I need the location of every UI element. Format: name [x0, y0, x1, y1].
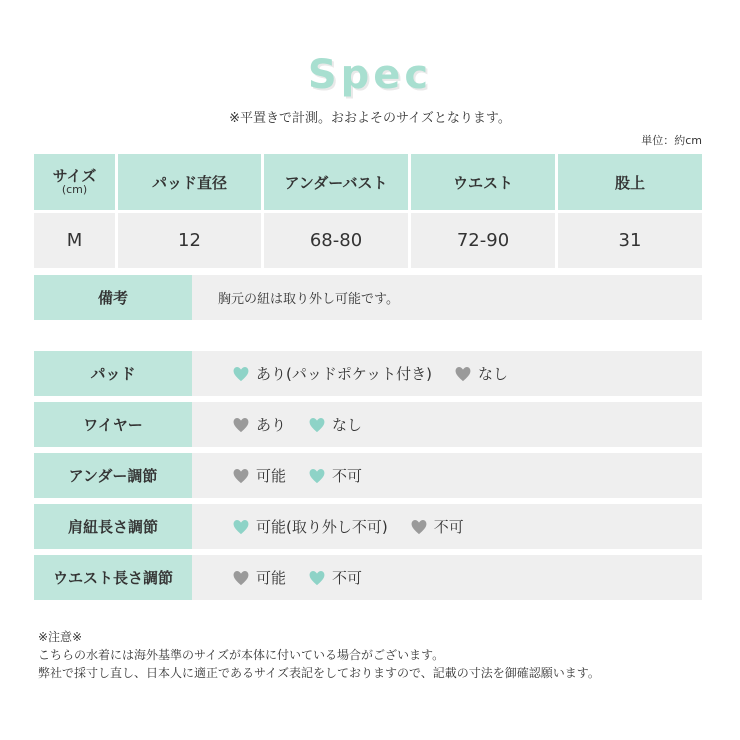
heart-filled-mint-icon — [232, 518, 250, 536]
option-label: なし — [477, 365, 508, 383]
caution-heading: ※注意※ — [38, 630, 83, 644]
option-wire-yes — [232, 414, 286, 435]
option-label: 不可 — [433, 518, 464, 536]
feature-label-strap-adjust: 肩紐長さ調節 — [34, 504, 192, 549]
option-label: 可能 — [256, 569, 287, 587]
caution-line-2: 弊社で採寸し直し、日本人に適正であるサイズ表記をしておりますので、記載の寸法を御確認願います。 — [38, 666, 600, 680]
feature-options-pad — [192, 351, 702, 396]
feature-options-under-adjust — [192, 453, 702, 498]
option-waist-adjust-not — [308, 567, 362, 588]
heart-filled-mint-icon — [308, 467, 326, 485]
header-pad-diameter: パッド直径 — [118, 154, 261, 210]
option-label: 不可 — [332, 569, 363, 587]
heart-filled-gray-icon — [232, 569, 250, 587]
feature-options-wire — [192, 402, 702, 447]
value-rise: 31 — [558, 213, 702, 268]
caution-line-1: こちらの水着には海外基準のサイズが本体に付いている場合がございます。 — [38, 648, 445, 662]
value-waist: 72-90 — [411, 213, 555, 268]
option-label: あり(パッドポケット付き) — [256, 365, 432, 383]
feature-options-strap-adjust — [192, 504, 702, 549]
option-label: 不可 — [332, 467, 363, 485]
heart-filled-mint-icon — [232, 365, 250, 383]
header-underbust: アンダーバスト — [264, 154, 408, 210]
remarks-text — [192, 275, 702, 320]
header-size-unit: (cm) — [61, 183, 88, 197]
option-under-adjust-not — [308, 465, 362, 486]
value-pad-diameter: 12 — [118, 213, 261, 268]
header-rise: 股上 — [558, 154, 702, 210]
value-underbust: 68-80 — [264, 213, 408, 268]
option-wire-no — [308, 414, 362, 435]
feature-label-wire: ワイヤー — [34, 402, 192, 447]
option-strap-adjust-possible — [232, 516, 388, 537]
option-pad-no — [454, 363, 508, 384]
header-size-label: サイズ — [52, 166, 97, 185]
option-label: なし — [332, 416, 363, 434]
option-label: あり — [256, 416, 287, 434]
feature-options-waist-adjust — [192, 555, 702, 600]
heart-filled-gray-icon — [232, 467, 250, 485]
heart-filled-gray-icon — [232, 416, 250, 434]
remarks-text-value: 胸元の紐は取り外し可能です。 — [218, 292, 399, 307]
measurement-note: ※平置きで計測。おおよそのサイズとなります。 — [229, 111, 511, 126]
value-size: M — [34, 213, 115, 268]
header-size — [34, 154, 115, 210]
heart-filled-gray-icon — [454, 365, 472, 383]
option-pad-yes — [232, 363, 432, 384]
page-title: Spec — [307, 52, 433, 98]
feature-label-waist-adjust: ウエスト長さ調節 — [34, 555, 192, 600]
unit-label: 単位：約cm — [641, 134, 702, 147]
feature-label-pad: パッド — [34, 351, 192, 396]
header-waist: ウエスト — [411, 154, 555, 210]
option-waist-adjust-possible — [232, 567, 286, 588]
option-label: 可能(取り外し不可) — [256, 518, 388, 536]
feature-label-under-adjust: アンダー調節 — [34, 453, 192, 498]
heart-filled-mint-icon — [308, 569, 326, 587]
heart-filled-gray-icon — [410, 518, 428, 536]
heart-filled-mint-icon — [308, 416, 326, 434]
option-under-adjust-possible — [232, 465, 286, 486]
caution-note — [38, 628, 718, 682]
remarks-label: 備考 — [34, 275, 192, 320]
option-strap-adjust-not — [410, 516, 464, 537]
option-label: 可能 — [256, 467, 287, 485]
